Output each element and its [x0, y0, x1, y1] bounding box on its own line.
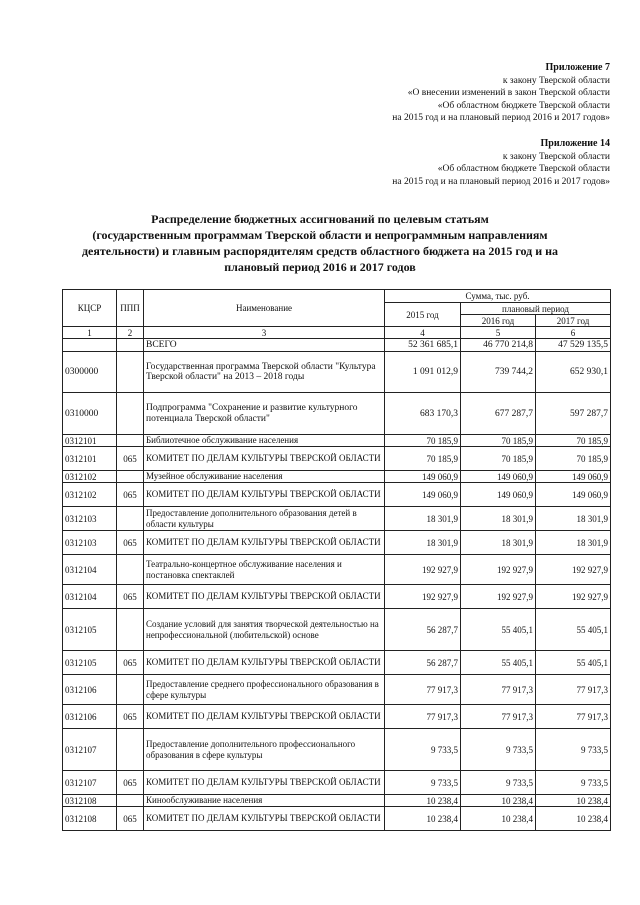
value-2016-cell: 18 301,9	[461, 507, 536, 531]
value-2015-cell: 149 060,9	[385, 483, 461, 507]
ppp-cell: 065	[117, 483, 144, 507]
ppp-cell: 065	[117, 651, 144, 675]
appendix-14-block	[392, 138, 610, 188]
kcsr-cell: 0312104	[63, 555, 117, 585]
ppp-cell	[117, 507, 144, 531]
ppp-cell: 065	[117, 771, 144, 795]
value-2015-cell: 18 301,9	[385, 507, 461, 531]
value-2017-cell: 10 238,4	[536, 795, 611, 807]
table-row-total	[63, 339, 611, 352]
name-cell: КОМИТЕТ ПО ДЕЛАМ КУЛЬТУРЫ ТВЕРСКОЙ ОБЛАСТИ	[144, 531, 385, 555]
table-row	[63, 771, 611, 795]
value-2015-cell: 56 287,7	[385, 651, 461, 675]
appendix-14-line: к закону Тверской области	[502, 151, 610, 162]
table-row	[63, 585, 611, 609]
name-cell: Предоставление среднего профессионального образования в сфере культуры	[144, 675, 385, 705]
value-2016-cell: 77 917,3	[461, 705, 536, 729]
value-2017-cell: 652 930,1	[536, 352, 611, 393]
header-2016: 2016 год	[461, 315, 536, 327]
value-2017-cell: 18 301,9	[536, 531, 611, 555]
budget-table	[62, 289, 611, 831]
name-cell: Предоставление дополнительного образования детей в области культуры	[144, 507, 385, 531]
value-2015-cell: 10 238,4	[385, 807, 461, 831]
kcsr-cell: 0312106	[63, 675, 117, 705]
value-2016-cell: 10 238,4	[461, 795, 536, 807]
name-cell: КОМИТЕТ ПО ДЕЛАМ КУЛЬТУРЫ ТВЕРСКОЙ ОБЛАСТИ	[144, 447, 385, 471]
kcsr-cell	[63, 339, 117, 352]
ppp-cell	[117, 339, 144, 352]
value-2015-cell: 56 287,7	[385, 609, 461, 651]
ppp-cell: 065	[117, 585, 144, 609]
kcsr-cell: 0312108	[63, 795, 117, 807]
table-row	[63, 705, 611, 729]
ppp-cell	[117, 675, 144, 705]
value-2015-cell: 18 301,9	[385, 531, 461, 555]
header-name: Наименование	[144, 290, 385, 327]
value-2016-cell: 9 733,5	[461, 729, 536, 771]
value-2015-cell: 52 361 685,1	[385, 339, 461, 352]
header-2015: 2015 год	[385, 303, 461, 327]
value-2017-cell: 149 060,9	[536, 471, 611, 483]
document-title-line: деятельности) и главным распорядителям средств областного бюджета на 2015 год и на	[81, 244, 559, 258]
name-cell: Библиотечное обслуживание населения	[144, 435, 385, 447]
value-2017-cell: 9 733,5	[536, 771, 611, 795]
ppp-cell	[117, 729, 144, 771]
ppp-cell: 065	[117, 705, 144, 729]
kcsr-cell: 0312101	[63, 447, 117, 471]
index-cell: 4	[385, 327, 461, 339]
name-cell: КОМИТЕТ ПО ДЕЛАМ КУЛЬТУРЫ ТВЕРСКОЙ ОБЛАСТИ	[144, 807, 385, 831]
ppp-cell	[117, 435, 144, 447]
document-title-line: плановый период 2016 и 2017 годов	[224, 260, 416, 274]
name-cell: Предоставление дополнительного профессионального образования в сфере культуры	[144, 729, 385, 771]
appendix-14-title: Приложение 14	[540, 138, 610, 149]
header-sum: Сумма, тыс. руб.	[385, 290, 611, 303]
table-row	[63, 435, 611, 447]
value-2016-cell: 739 744,2	[461, 352, 536, 393]
kcsr-cell: 0310000	[63, 393, 117, 435]
table-row	[63, 471, 611, 483]
value-2015-cell: 192 927,9	[385, 585, 461, 609]
table-row	[63, 483, 611, 507]
kcsr-cell: 0312105	[63, 651, 117, 675]
kcsr-cell: 0312104	[63, 585, 117, 609]
ppp-cell	[117, 471, 144, 483]
name-cell: КОМИТЕТ ПО ДЕЛАМ КУЛЬТУРЫ ТВЕРСКОЙ ОБЛАСТИ	[144, 705, 385, 729]
value-2016-cell: 70 185,9	[461, 435, 536, 447]
value-2016-cell: 10 238,4	[461, 807, 536, 831]
table-row	[63, 447, 611, 471]
table-row	[63, 807, 611, 831]
value-2016-cell: 149 060,9	[461, 471, 536, 483]
name-cell: Музейное обслуживание населения	[144, 471, 385, 483]
value-2017-cell: 9 733,5	[536, 729, 611, 771]
header-kcsr: КЦСР	[63, 290, 117, 327]
ppp-cell: 065	[117, 807, 144, 831]
document-title-line: (государственным программам Тверской области и непрограммным направлениям	[92, 228, 548, 242]
value-2016-cell: 9 733,5	[461, 771, 536, 795]
kcsr-cell: 0300000	[63, 352, 117, 393]
table-row	[63, 795, 611, 807]
index-cell: 1	[63, 327, 117, 339]
appendix-14-line: на 2015 год и на плановый период 2016 и 2017 годов»	[392, 176, 610, 187]
value-2015-cell: 77 917,3	[385, 675, 461, 705]
value-2015-cell: 149 060,9	[385, 471, 461, 483]
document-title	[60, 211, 580, 275]
value-2015-cell: 10 238,4	[385, 795, 461, 807]
kcsr-cell: 0312102	[63, 471, 117, 483]
kcsr-cell: 0312107	[63, 729, 117, 771]
index-cell: 5	[461, 327, 536, 339]
appendix-7-title: Приложение 7	[545, 62, 610, 73]
appendix-7-line: на 2015 год и на плановый период 2016 и 2017 годов»	[392, 113, 610, 123]
name-cell: КОМИТЕТ ПО ДЕЛАМ КУЛЬТУРЫ ТВЕРСКОЙ ОБЛАСТИ	[144, 771, 385, 795]
ppp-cell	[117, 393, 144, 435]
kcsr-cell: 0312103	[63, 507, 117, 531]
table-row	[63, 675, 611, 705]
ppp-cell	[117, 609, 144, 651]
name-cell: КОМИТЕТ ПО ДЕЛАМ КУЛЬТУРЫ ТВЕРСКОЙ ОБЛАСТИ	[144, 651, 385, 675]
index-cell: 3	[144, 327, 385, 339]
value-2017-cell: 70 185,9	[536, 435, 611, 447]
value-2017-cell: 597 287,7	[536, 393, 611, 435]
name-cell: Театрально-концертное обслуживание населения и постановка спектаклей	[144, 555, 385, 585]
value-2016-cell: 677 287,7	[461, 393, 536, 435]
value-2016-cell: 192 927,9	[461, 555, 536, 585]
document-title-line: Распределение бюджетных ассигнований по целевым статьям	[151, 212, 489, 226]
name-cell: Подпрограмма "Сохранение и развитие культурного потенциала Тверской области"	[144, 393, 385, 435]
value-2017-cell: 55 405,1	[536, 609, 611, 651]
value-2015-cell: 9 733,5	[385, 729, 461, 771]
kcsr-cell: 0312102	[63, 483, 117, 507]
kcsr-cell: 0312101	[63, 435, 117, 447]
ppp-cell	[117, 795, 144, 807]
name-cell: КОМИТЕТ ПО ДЕЛАМ КУЛЬТУРЫ ТВЕРСКОЙ ОБЛАСТИ	[144, 585, 385, 609]
appendix-7-line: «Об областном бюджете Тверской области	[437, 100, 610, 111]
value-2017-cell: 192 927,9	[536, 585, 611, 609]
value-2016-cell: 55 405,1	[461, 651, 536, 675]
value-2016-cell: 18 301,9	[461, 531, 536, 555]
table-row	[63, 531, 611, 555]
name-cell: Кинообслуживание населения	[144, 795, 385, 807]
value-2017-cell: 77 917,3	[536, 675, 611, 705]
kcsr-cell: 0312106	[63, 705, 117, 729]
value-2017-cell: 10 238,4	[536, 807, 611, 831]
ppp-cell	[117, 352, 144, 393]
name-cell: ВСЕГО	[144, 339, 385, 352]
value-2017-cell: 192 927,9	[536, 555, 611, 585]
value-2015-cell: 683 170,3	[385, 393, 461, 435]
name-cell: Государственная программа Тверской области "Культура Тверской области" на 2013 – 2018 годы	[144, 352, 385, 393]
appendix-7-line: «О внесении изменений в закон Тверской области	[407, 88, 610, 98]
table-row	[63, 651, 611, 675]
kcsr-cell: 0312107	[63, 771, 117, 795]
value-2017-cell: 55 405,1	[536, 651, 611, 675]
value-2016-cell: 70 185,9	[461, 447, 536, 471]
name-cell: Создание условий для занятия творческой деятельностью на непрофессиональной (любительской) основе	[144, 609, 385, 651]
table-row	[63, 393, 611, 435]
index-cell: 6	[536, 327, 611, 339]
value-2015-cell: 9 733,5	[385, 771, 461, 795]
table-row	[63, 555, 611, 585]
value-2016-cell: 77 917,3	[461, 675, 536, 705]
value-2016-cell: 55 405,1	[461, 609, 536, 651]
index-cell: 2	[117, 327, 144, 339]
value-2017-cell: 18 301,9	[536, 507, 611, 531]
header-2017: 2017 год	[536, 315, 611, 327]
kcsr-cell: 0312108	[63, 807, 117, 831]
header-planned-period: плановый период	[461, 303, 611, 315]
value-2015-cell: 70 185,9	[385, 447, 461, 471]
value-2017-cell: 149 060,9	[536, 483, 611, 507]
kcsr-cell: 0312105	[63, 609, 117, 651]
value-2016-cell: 149 060,9	[461, 483, 536, 507]
table-row	[63, 729, 611, 771]
ppp-cell: 065	[117, 447, 144, 471]
name-cell: КОМИТЕТ ПО ДЕЛАМ КУЛЬТУРЫ ТВЕРСКОЙ ОБЛАСТИ	[144, 483, 385, 507]
header-ppp: ППП	[117, 290, 144, 327]
table-row	[63, 609, 611, 651]
value-2016-cell: 192 927,9	[461, 585, 536, 609]
value-2016-cell: 46 770 214,8	[461, 339, 536, 352]
appendix-14-line: «Об областном бюджете Тверской области	[437, 164, 610, 174]
appendix-7-block	[392, 62, 610, 125]
table-row	[63, 507, 611, 531]
ppp-cell: 065	[117, 531, 144, 555]
value-2015-cell: 70 185,9	[385, 435, 461, 447]
value-2017-cell: 77 917,3	[536, 705, 611, 729]
value-2015-cell: 1 091 012,9	[385, 352, 461, 393]
kcsr-cell: 0312103	[63, 531, 117, 555]
value-2017-cell: 47 529 135,5	[536, 339, 611, 352]
value-2015-cell: 77 917,3	[385, 705, 461, 729]
table-row	[63, 352, 611, 393]
value-2017-cell: 70 185,9	[536, 447, 611, 471]
appendix-7-line: к закону Тверской области	[502, 75, 610, 86]
value-2015-cell: 192 927,9	[385, 555, 461, 585]
ppp-cell	[117, 555, 144, 585]
